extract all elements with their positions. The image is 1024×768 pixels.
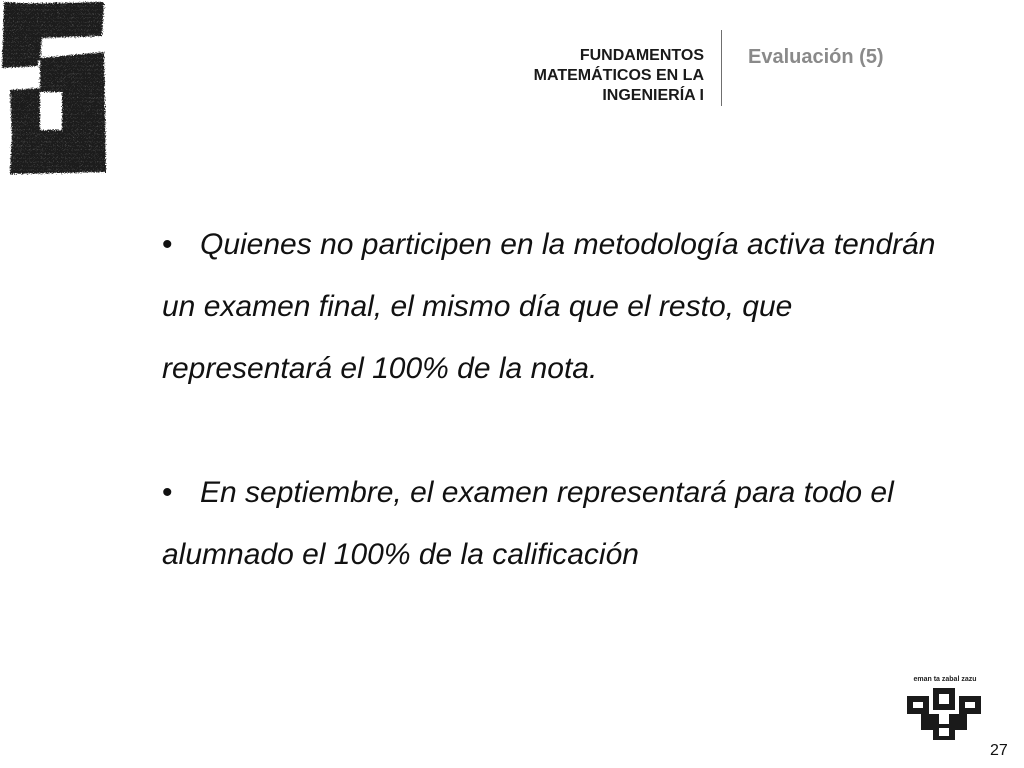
bullet-icon: • [162,228,173,261]
course-title-line-2: MATEMÁTICOS EN LA [533,67,704,84]
big-number-5-graphic [0,0,112,180]
bullet-item-2 [162,462,962,586]
bullet-item-1 [162,214,962,400]
course-title-line-1: FUNDAMENTOS [579,47,704,64]
upv-ehu-logo-icon [907,686,981,740]
logo-motto: eman ta zabal zazu [913,676,977,683]
page-number: 27 [990,742,1008,759]
course-title [444,46,704,106]
bullet-text-1: Quienes no participen en la metodología activa tendrán un examen final, el mismo día que el resto, que representará el 100% de la nota. [162,228,936,385]
bullet-icon: • [162,476,173,509]
header-divider [721,30,722,106]
course-title-line-3: INGENIERÍA I [602,87,704,104]
university-logo [905,676,985,740]
bullet-text-2: En septiembre, el examen representará para todo el alumnado el 100% de la calificación [162,476,894,571]
section-title: Evaluación (5) [748,46,884,68]
slide-content [162,214,962,586]
